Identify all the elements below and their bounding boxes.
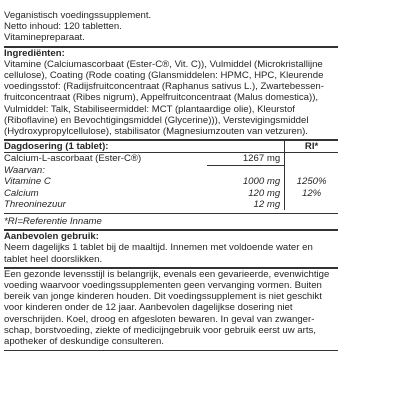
nutrient-ri xyxy=(285,153,338,165)
divider xyxy=(4,350,338,351)
ri-header: RI* xyxy=(285,141,338,153)
waarvan-label: Waarvan: xyxy=(4,165,45,177)
nutrient-amount: 1267 mg xyxy=(207,153,285,165)
usage-section xyxy=(4,231,338,265)
label-content xyxy=(4,10,338,351)
net-content: Netto inhoud: 120 tabletten. xyxy=(4,21,122,33)
dosage-table xyxy=(4,141,338,210)
ingredients-title: Ingrediënten: xyxy=(4,47,65,59)
ingredients-section xyxy=(4,48,338,138)
product-type: Veganistisch voedingssupplement. xyxy=(4,10,152,21)
ri-footnote: *RI=Referentie Inname xyxy=(4,215,102,227)
nutrient-amount: 120 mg xyxy=(207,188,285,199)
usage-text: Neem dagelijks 1 tablet bij de maaltijd. Innemen met voldoende water en tablet heel doorslikken. xyxy=(4,242,313,265)
nutrient-ri xyxy=(285,199,338,210)
nutrient-amount: 1000 mg xyxy=(207,176,285,187)
nutrient-name: Calcium-L-ascorbaat (Ester-C®) xyxy=(4,153,142,165)
table-row xyxy=(4,153,338,165)
table-row xyxy=(4,188,338,199)
dosage-header-row xyxy=(4,141,338,153)
ingredients-text: Vitamine (Calciumascorbaat (Ester-C®, Vit. C)), Vulmiddel (Microkristallijne cellulose), Coating (Rode coating (Glansmiddelen: HPMC, HPC, Kleurende voedingsstof: (Radijsfruitconcentraat (Raphanus sativus L.), Zwartebessen-fruitconcentraat (Ribes nigrum), Appelfruitconcentraat (Malus domestica)), Vulmiddel: Talk, Stabiliseermiddel: MCT (plantaardige olie), Kleurstof (Riboflavine) en Bevochtigingsmiddel (Glycerine))), Verstevigingsmiddel (Hydroxypropylcellulose), stabilisator (Magnesiumzouten van vetzuren). xyxy=(4,58,324,138)
table-row xyxy=(4,176,338,187)
dosage-title: Dagdosering (1 tablet): xyxy=(4,141,207,153)
table-row xyxy=(4,165,338,176)
nutrient-name: Vitamine C xyxy=(4,176,51,188)
nutrient-name: Calcium xyxy=(4,187,39,199)
usage-title: Aanbevolen gebruik: xyxy=(4,231,99,243)
nutrient-ri: 1250% xyxy=(296,176,327,188)
amount-header xyxy=(207,141,285,153)
nutrient-amount: 12 mg xyxy=(207,199,285,210)
intro-block xyxy=(4,10,338,44)
warning-text: Een gezonde levensstijl is belangrijk, evenals een gevarieerde, evenwichtige voeding waarvoor voedingssupplementen geen vervanging vormen. Buiten bereik van jonge kinderen houden. Dit voedingssupplement is niet geschikt voor kinderen onder de 12 jaar. Aanbevolen dagelijkse dosering niet overschrijden. Koel, droog en afgesloten bewaren. In geval van zwanger-schap, borstvoeding, ziekte of medicijngebruik voor gebruik eerst uw arts, apotheker of deskundige consulteren. xyxy=(4,268,330,347)
nutrient-name: Threoninezuur xyxy=(4,198,66,210)
table-row xyxy=(4,199,338,210)
preparation-type: Vitaminepreparaat. xyxy=(4,32,85,44)
nutrient-ri: 12% xyxy=(301,187,322,199)
